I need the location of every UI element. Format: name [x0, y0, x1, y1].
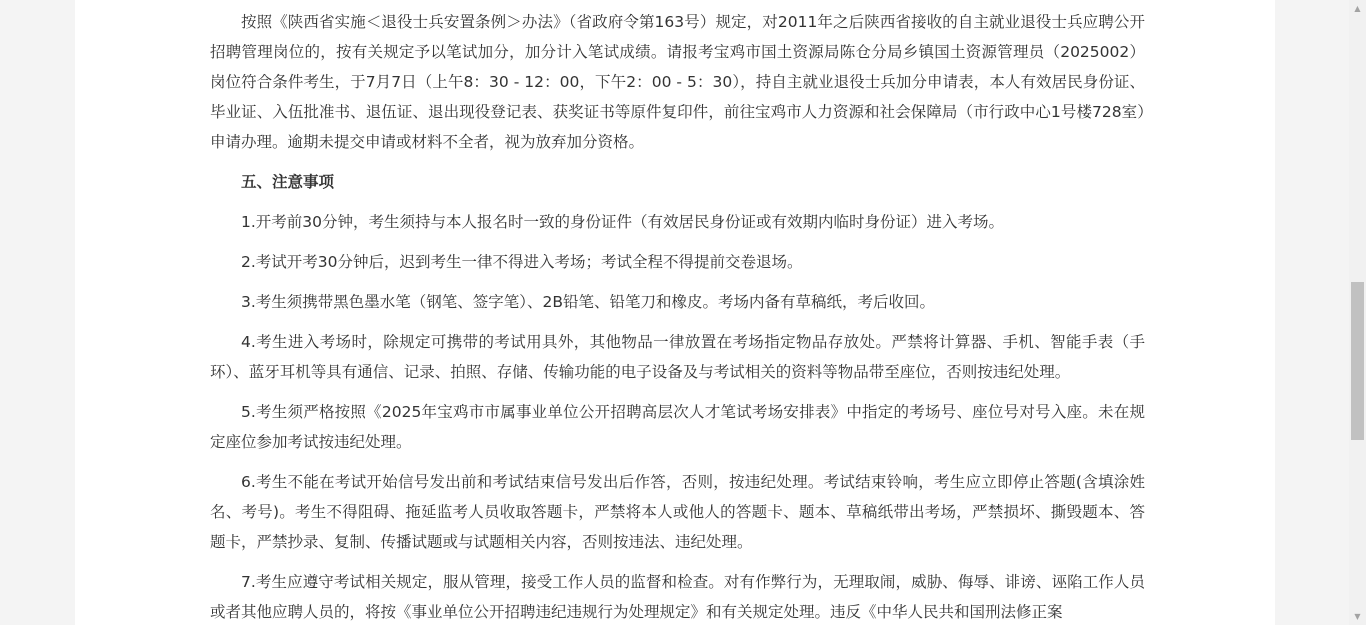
notice-item-5: 5.考生须严格按照《2025年宝鸡市市属事业单位公开招聘高层次人才笔试考场安排表》中指定的考场号、座位号对号入座。未在规定座位参加考试按违纪处理。: [210, 403, 1145, 451]
article-body: [210, 7, 1145, 625]
notice-item-3: 3.考生须携带黑色墨水笔（钢笔、签字笔）、2B铅笔、铅笔刀和橡皮。考场内备有草稿纸，考后收回。: [241, 293, 936, 311]
notice-item-7: 7.考生应遵守考试相关规定，服从管理，接受工作人员的监督和检查。对有作弊行为，无理取闹，威胁、侮辱、诽谤、诬陷工作人员或者其他应聘人员的，将按《事业单位公开招聘违纪违规行为处理规定》和有关规定处理。违反《中华人民共和国刑法修正案: [210, 573, 1145, 621]
notice-item-1: 1.开考前30分钟，考生须持与本人报名时一致的身份证件（有效居民身份证或有效期内临时身份证）进入考场。: [241, 213, 1005, 231]
intro-paragraph: 按照《陕西省实施＜退役士兵安置条例＞办法》（省政府令第163号）规定，对2011年之后陕西省接收的自主就业退役士兵应聘公开招聘管理岗位的，按有关规定予以笔试加分，加分计入笔试成绩。请报考宝鸡市国土资源局陈仓分局乡镇国土资源管理员（2025002）岗位符合条件考生，于7月7日（上午8：30 - 12：00，下午2：00 - 5：30），持自主就业退役士兵加分申请表，本人有效居民身份证、毕业证、入伍批准书、退伍证、退出现役登记表、获奖证书等原件复印件，前往宝鸡市人力资源和社会保障局（市行政中心1号楼728室）申请办理。逾期未提交申请或材料不全者，视为放弃加分资格。: [210, 13, 1145, 151]
section-heading: 五、注意事项: [241, 173, 335, 191]
scrollbar-thumb[interactable]: [1351, 282, 1364, 440]
notice-item-4: 4.考生进入考场时，除规定可携带的考试用具外，其他物品一律放置在考场指定物品存放处。严禁将计算器、手机、智能手表（手环）、蓝牙耳机等具有通信、记录、拍照、存储、传输功能的电子设备及与考试相关的资料等物品带至座位，否则按违纪处理。: [210, 333, 1145, 381]
notice-item-6: 6.考生不能在考试开始信号发出前和考试结束信号发出后作答，否则，按违纪处理。考试结束铃响，考生应立即停止答题(含填涂姓名、考号)。考生不得阻碍、拖延监考人员收取答题卡，严禁将本人或他人的答题卡、题本、草稿纸带出考场，严禁损坏、撕毁题本、答题卡，严禁抄录、复制、传播试题或与试题相关内容，否则按违法、违纪处理。: [210, 473, 1145, 551]
scroll-up-arrow-icon[interactable]: ▲: [1354, 4, 1361, 13]
page-container: [75, 0, 1275, 625]
vertical-scrollbar[interactable]: [1349, 0, 1366, 625]
scroll-down-arrow-icon[interactable]: ▼: [1354, 612, 1361, 621]
notice-item-2: 2.考试开考30分钟后，迟到考生一律不得进入考场；考试全程不得提前交卷退场。: [241, 253, 803, 271]
